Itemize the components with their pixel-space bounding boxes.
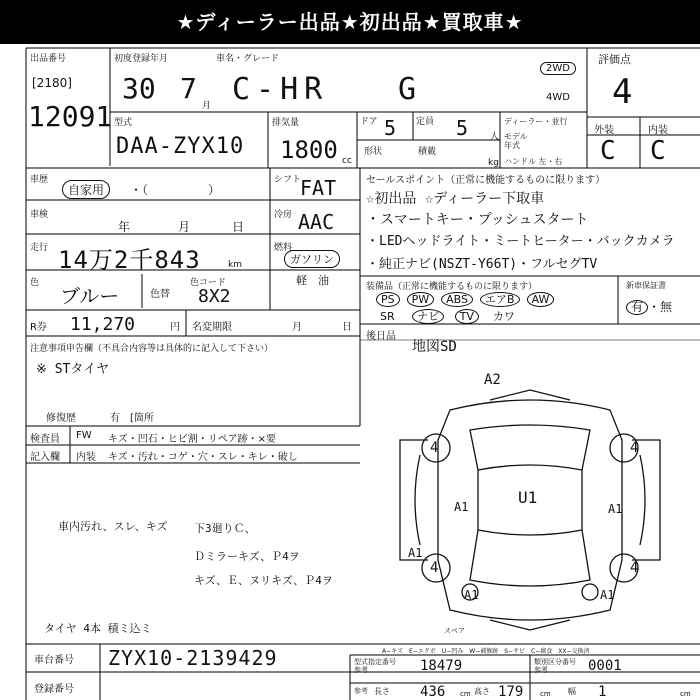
mileage-value: 14万2千843	[58, 246, 201, 274]
displacement-unit: cc	[342, 156, 352, 166]
equip-ps: PS	[376, 292, 400, 307]
doors-label: ドア	[360, 117, 378, 127]
diagram-a1-right: A1	[608, 502, 623, 516]
usage-label: 車歴	[30, 175, 49, 185]
tire-rear-left: 4	[430, 560, 439, 576]
equip-aw: AW	[527, 292, 555, 307]
lot-code: [2180]	[32, 76, 72, 90]
width-value: 1	[598, 684, 607, 700]
repair-value: 有 [箇所	[110, 413, 154, 424]
recycle-label: R券	[30, 322, 47, 333]
mileage-label: 走行	[30, 243, 49, 253]
inspector-interior: 内装	[76, 452, 96, 463]
diagram-front: A2	[484, 372, 501, 388]
displacement-label: 排気量	[272, 118, 300, 128]
handle-label: ハンドル 左・右	[504, 157, 563, 166]
color-value: ブルー	[60, 284, 120, 308]
class-value: 0001	[588, 658, 622, 674]
fuel-gasoline: ガソリン	[284, 250, 340, 268]
manual-no: ・無	[648, 300, 673, 314]
width-label: 幅	[568, 687, 576, 696]
class-ref: 参考	[534, 666, 548, 674]
length-unit: cm	[460, 690, 471, 698]
width-unit: cm	[680, 690, 691, 698]
capacity-unit: 人	[490, 132, 500, 142]
score-value: 4	[612, 72, 633, 112]
damage-legend: A−キズ E−エクボ U−凹み W−補修跡 S−サビ C−腐食 XX−交換済	[382, 648, 590, 655]
lot-label: 出品番号	[30, 54, 67, 64]
length-label: 長さ	[374, 687, 390, 696]
displacement-value: 1800	[280, 136, 338, 164]
color-change-label: 色替	[150, 289, 170, 300]
length-value: 436	[420, 684, 446, 700]
inspection-month: 月	[178, 220, 191, 234]
regnum-label: 登録番号	[34, 684, 74, 695]
sales-points-label: セールスポイント（正常に機能するものに限ります）	[366, 175, 606, 186]
load-label: 積載	[418, 147, 437, 157]
comment-1: 車内汚れ、スレ、キズ	[58, 520, 168, 533]
height-value: 179	[498, 684, 524, 700]
fuel-diesel: 軽 油	[296, 274, 329, 287]
sales-point-4: ・純正ナビ(NSZT-Y66T)・フルセグTV	[366, 257, 598, 272]
shift-label: シフト	[274, 175, 302, 185]
equip-navi: ナビ	[412, 309, 444, 324]
equip-pw: PW	[407, 292, 435, 307]
exterior-label: 外装	[594, 125, 614, 136]
chassis-value: ZYX10-2139429	[108, 646, 278, 670]
inspection-year: 年	[118, 220, 131, 234]
equip-tv: TV	[455, 309, 479, 324]
registration-month-unit: 月	[202, 101, 212, 111]
exterior-grade: C	[600, 136, 616, 166]
capacity-value: 5	[456, 116, 469, 140]
diagram-a1-mirror: A1	[408, 546, 423, 560]
recycle-value: 11,270	[70, 314, 136, 335]
header-banner: ★ディーラー出品★初出品★買取車★	[0, 0, 700, 44]
score-label: 評価点	[598, 53, 631, 66]
inspection-label: 車検	[30, 210, 49, 220]
rear-seat-label: 後日品	[366, 331, 396, 342]
notes-label: 注意事項申告欄（不具合内容等は具体的に記入して下さい）	[30, 344, 274, 354]
diagram-a1-rear-right: A1	[600, 588, 615, 602]
chassis-label: 車台番号	[34, 655, 74, 666]
mileage-unit: km	[228, 260, 242, 270]
comment-3: Ｄミラーキズ、Ｐ4ヲ	[194, 550, 300, 563]
diagram-spare: スペア	[444, 627, 465, 635]
drive-2wd: 2WD	[540, 62, 576, 75]
designation-ref: 参考	[354, 666, 368, 674]
model-year-label: モデル年式	[504, 132, 528, 150]
equip-airbag: エアB	[480, 292, 520, 307]
repair-label: 修復歴	[46, 413, 76, 424]
inspector-row2: キズ・汚れ・コゲ・穴・スレ・キレ・破し	[108, 452, 298, 463]
color-label: 色	[30, 278, 40, 288]
sales-point-3: ・LEDヘッドライト・ミートヒーター・バックカメラ	[366, 234, 675, 249]
color-code-label: 色コード	[190, 278, 227, 288]
height-label: 高さ	[474, 687, 490, 696]
class-label: 類別区分番号	[534, 658, 576, 666]
inspection-day: 日	[232, 220, 245, 234]
manual-label: 新車保証書	[626, 281, 666, 290]
name-change-month: 月	[292, 322, 302, 333]
equip-abs: ABS	[441, 292, 473, 307]
interior-label: 内装	[648, 125, 668, 136]
car-grade: G	[398, 72, 417, 107]
tire-rear-right: 4	[630, 560, 639, 576]
tire-front-right: 4	[630, 440, 639, 456]
inspector-row1: キズ・凹石・ヒビ割・リペア跡・×要	[108, 434, 276, 445]
model-value: DAA-ZYX10	[116, 134, 245, 159]
diagram-a1-left: A1	[454, 500, 469, 514]
equipment-label: 装備品（正常に機能するものに限ります）	[366, 282, 538, 292]
interior-grade: C	[650, 136, 666, 166]
designation-label: 型式指定番号	[354, 658, 396, 666]
drive-4wd: 4WD	[546, 92, 570, 103]
sales-point-2: ・スマートキー・プッシュスタート	[366, 212, 589, 228]
load-unit: kg	[488, 158, 499, 168]
rear-seat-value: 地図SD	[412, 339, 457, 355]
model-label: 型式	[114, 118, 133, 128]
shift-value: FAT	[300, 176, 337, 200]
car-name: C-HR	[232, 72, 329, 107]
ac-value: AAC	[298, 210, 335, 234]
equipment-row2	[380, 308, 515, 324]
manual-yes: 有	[626, 300, 648, 315]
manual-status	[626, 298, 672, 315]
inspector-label: 検査員	[30, 434, 60, 445]
designation-value: 18479	[420, 658, 463, 674]
doors-value: 5	[384, 116, 397, 140]
inspector-label2: 記入欄	[30, 452, 60, 463]
name-change-label: 名変期限	[192, 322, 232, 333]
recycle-unit: 円	[170, 322, 180, 333]
name-change-day: 日	[342, 322, 352, 333]
length-ref: 参考	[354, 687, 368, 695]
car-label: 車名・グレード	[216, 54, 280, 64]
sales-point-1: ☆初出品 ☆ディーラー下取車	[366, 191, 545, 207]
comment-4: キズ、Ｅ、ヌリキズ、Ｐ4ヲ	[194, 574, 333, 587]
ac-label: 冷房	[274, 210, 293, 220]
capacity-label: 定員	[416, 117, 435, 127]
equipment-row1	[376, 292, 554, 307]
height-unit: cm	[540, 690, 551, 698]
fuel-label: 燃料	[274, 243, 293, 253]
registration-month: 7	[180, 72, 197, 105]
shape-label: 形状	[364, 147, 383, 157]
comment-2: 下3廻りＣ、	[194, 522, 256, 535]
usage-value: 自家用	[62, 180, 110, 199]
notes-text: ※ STタイヤ	[36, 362, 110, 377]
equip-leather: カワ	[492, 310, 515, 323]
lot-number: 12091	[28, 100, 113, 133]
usage-rest: ・（ ）	[130, 183, 221, 197]
inspector-fw: FW	[76, 430, 92, 441]
diagram-a1-rear-left: A1	[464, 588, 479, 602]
tire-front-left: 4	[430, 440, 439, 456]
color-code: 8X2	[198, 286, 231, 307]
equip-sr: SR	[380, 310, 395, 323]
registration-label: 初度登録年月	[114, 54, 169, 64]
registration-year: 30	[122, 72, 156, 105]
comment-5: タイヤ 4本 積ミ込ミ	[44, 622, 152, 635]
dealer-label: ディーラー・並行	[504, 117, 568, 126]
diagram-center: U1	[518, 488, 538, 507]
